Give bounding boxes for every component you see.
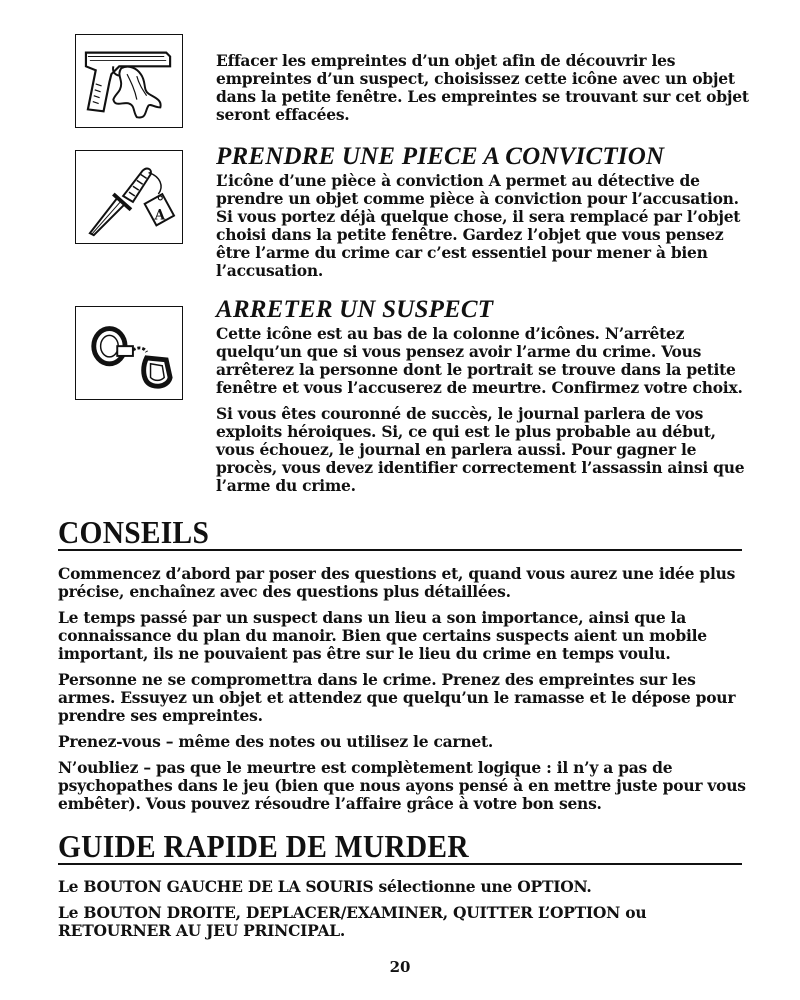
arrest-paragraph: Cette icône est au bas de la colonne d’icônes. N’arrêtez quelqu’un que si vous pensez avoir l’arme du crime. Vous arrêterez la personne dont le portrait se trouve dans la petite fenêtre et vous l’accuserez de meurtre. Confirmez votre choix. <box>216 324 743 397</box>
guide-paragraph: Le BOUTON DROITE, DEPLACER/EXAMINER, QUITTER L’OPTION ou RETOURNER AU JEU PRINCIPAL. <box>58 903 647 940</box>
arrest-paragraph: Si vous êtes couronné de succès, le journal parlera de vos exploits héroiques. Si, ce qui est le plus probable au début, vous échouez, le journal en parlera aussi. Pour gagner le procès, vous devez identifier correctement l’assassin ainsi que l’arme du crime. <box>216 404 745 495</box>
evidence-text: L’icône d’une pièce à conviction A permet au détective de prendre un objet comme pièce à conviction pour l’accusation. Si vous portez déjà quelque chose, il sera remplacé par l’objet choisi dans la petite fenêtre. Gardez l’objet que vous pensez être l’arme du crime car c’est essentiel pour mener à bien l’accusation. <box>216 171 741 280</box>
erase-section <box>216 52 756 124</box>
conseils-paragraph: N’oubliez – pas que le meurtre est complètement logique : il n’y a pas de psychopathes dans le jeu (bien que nous ayons pensé à en mettre juste pour vous embêter). Vous pouvez résoudre l’affaire grâce à votre bon sens. <box>58 758 746 813</box>
conseils-heading-rule <box>58 516 742 551</box>
guide-section <box>58 878 748 940</box>
conseils-paragraph: Prenez-vous – même des notes ou utilisez le carnet. <box>58 732 494 751</box>
svg-text:A: A <box>154 207 166 224</box>
conseils-paragraph: Commencez d’abord par poser des questions et, quand vous aurez une idée plus précise, enchaînez avec des questions plus détaillées. <box>58 564 736 601</box>
arrest-title: ARRETER UN SUSPECT <box>216 296 494 323</box>
conseils-paragraph: Le temps passé par un suspect dans un lieu a son importance, ainsi que la connaissance du plan du manoir. Bien que certains suspects aient un mobile important, ils ne pouvaient pas être sur le lieu du crime en temps voulu. <box>58 608 707 663</box>
evidence-title: PRENDRE UNE PIECE A CONVICTION <box>216 143 665 170</box>
guide-paragraph: Le BOUTON GAUCHE DE LA SOURIS sélectionne une OPTION. <box>58 877 592 896</box>
page-number: 20 <box>389 958 411 976</box>
guide-heading-rule <box>58 830 742 865</box>
conseils-heading: CONSEILS <box>58 514 210 550</box>
dagger-tag-icon <box>75 150 183 244</box>
handcuffs-icon <box>75 306 183 400</box>
gun-cloth-icon <box>75 34 183 128</box>
guide-heading: GUIDE RAPIDE DE MURDER <box>58 828 469 864</box>
conseils-section <box>58 565 748 813</box>
evidence-section <box>216 143 756 280</box>
erase-text: Effacer les empreintes d’un objet afin de découvrir les empreintes d’un suspect, choisissez cette icône avec un objet dans la petite fenêtre. Les empreintes se trouvant sur cet objet seront effacées. <box>216 51 749 124</box>
arrest-section <box>216 296 756 495</box>
conseils-paragraph: Personne ne se compromettra dans le crime. Prenez des empreintes sur les armes. Essuyez un objet et attendez que quelqu’un le ramasse et le dépose pour prendre ses empreintes. <box>58 670 736 725</box>
